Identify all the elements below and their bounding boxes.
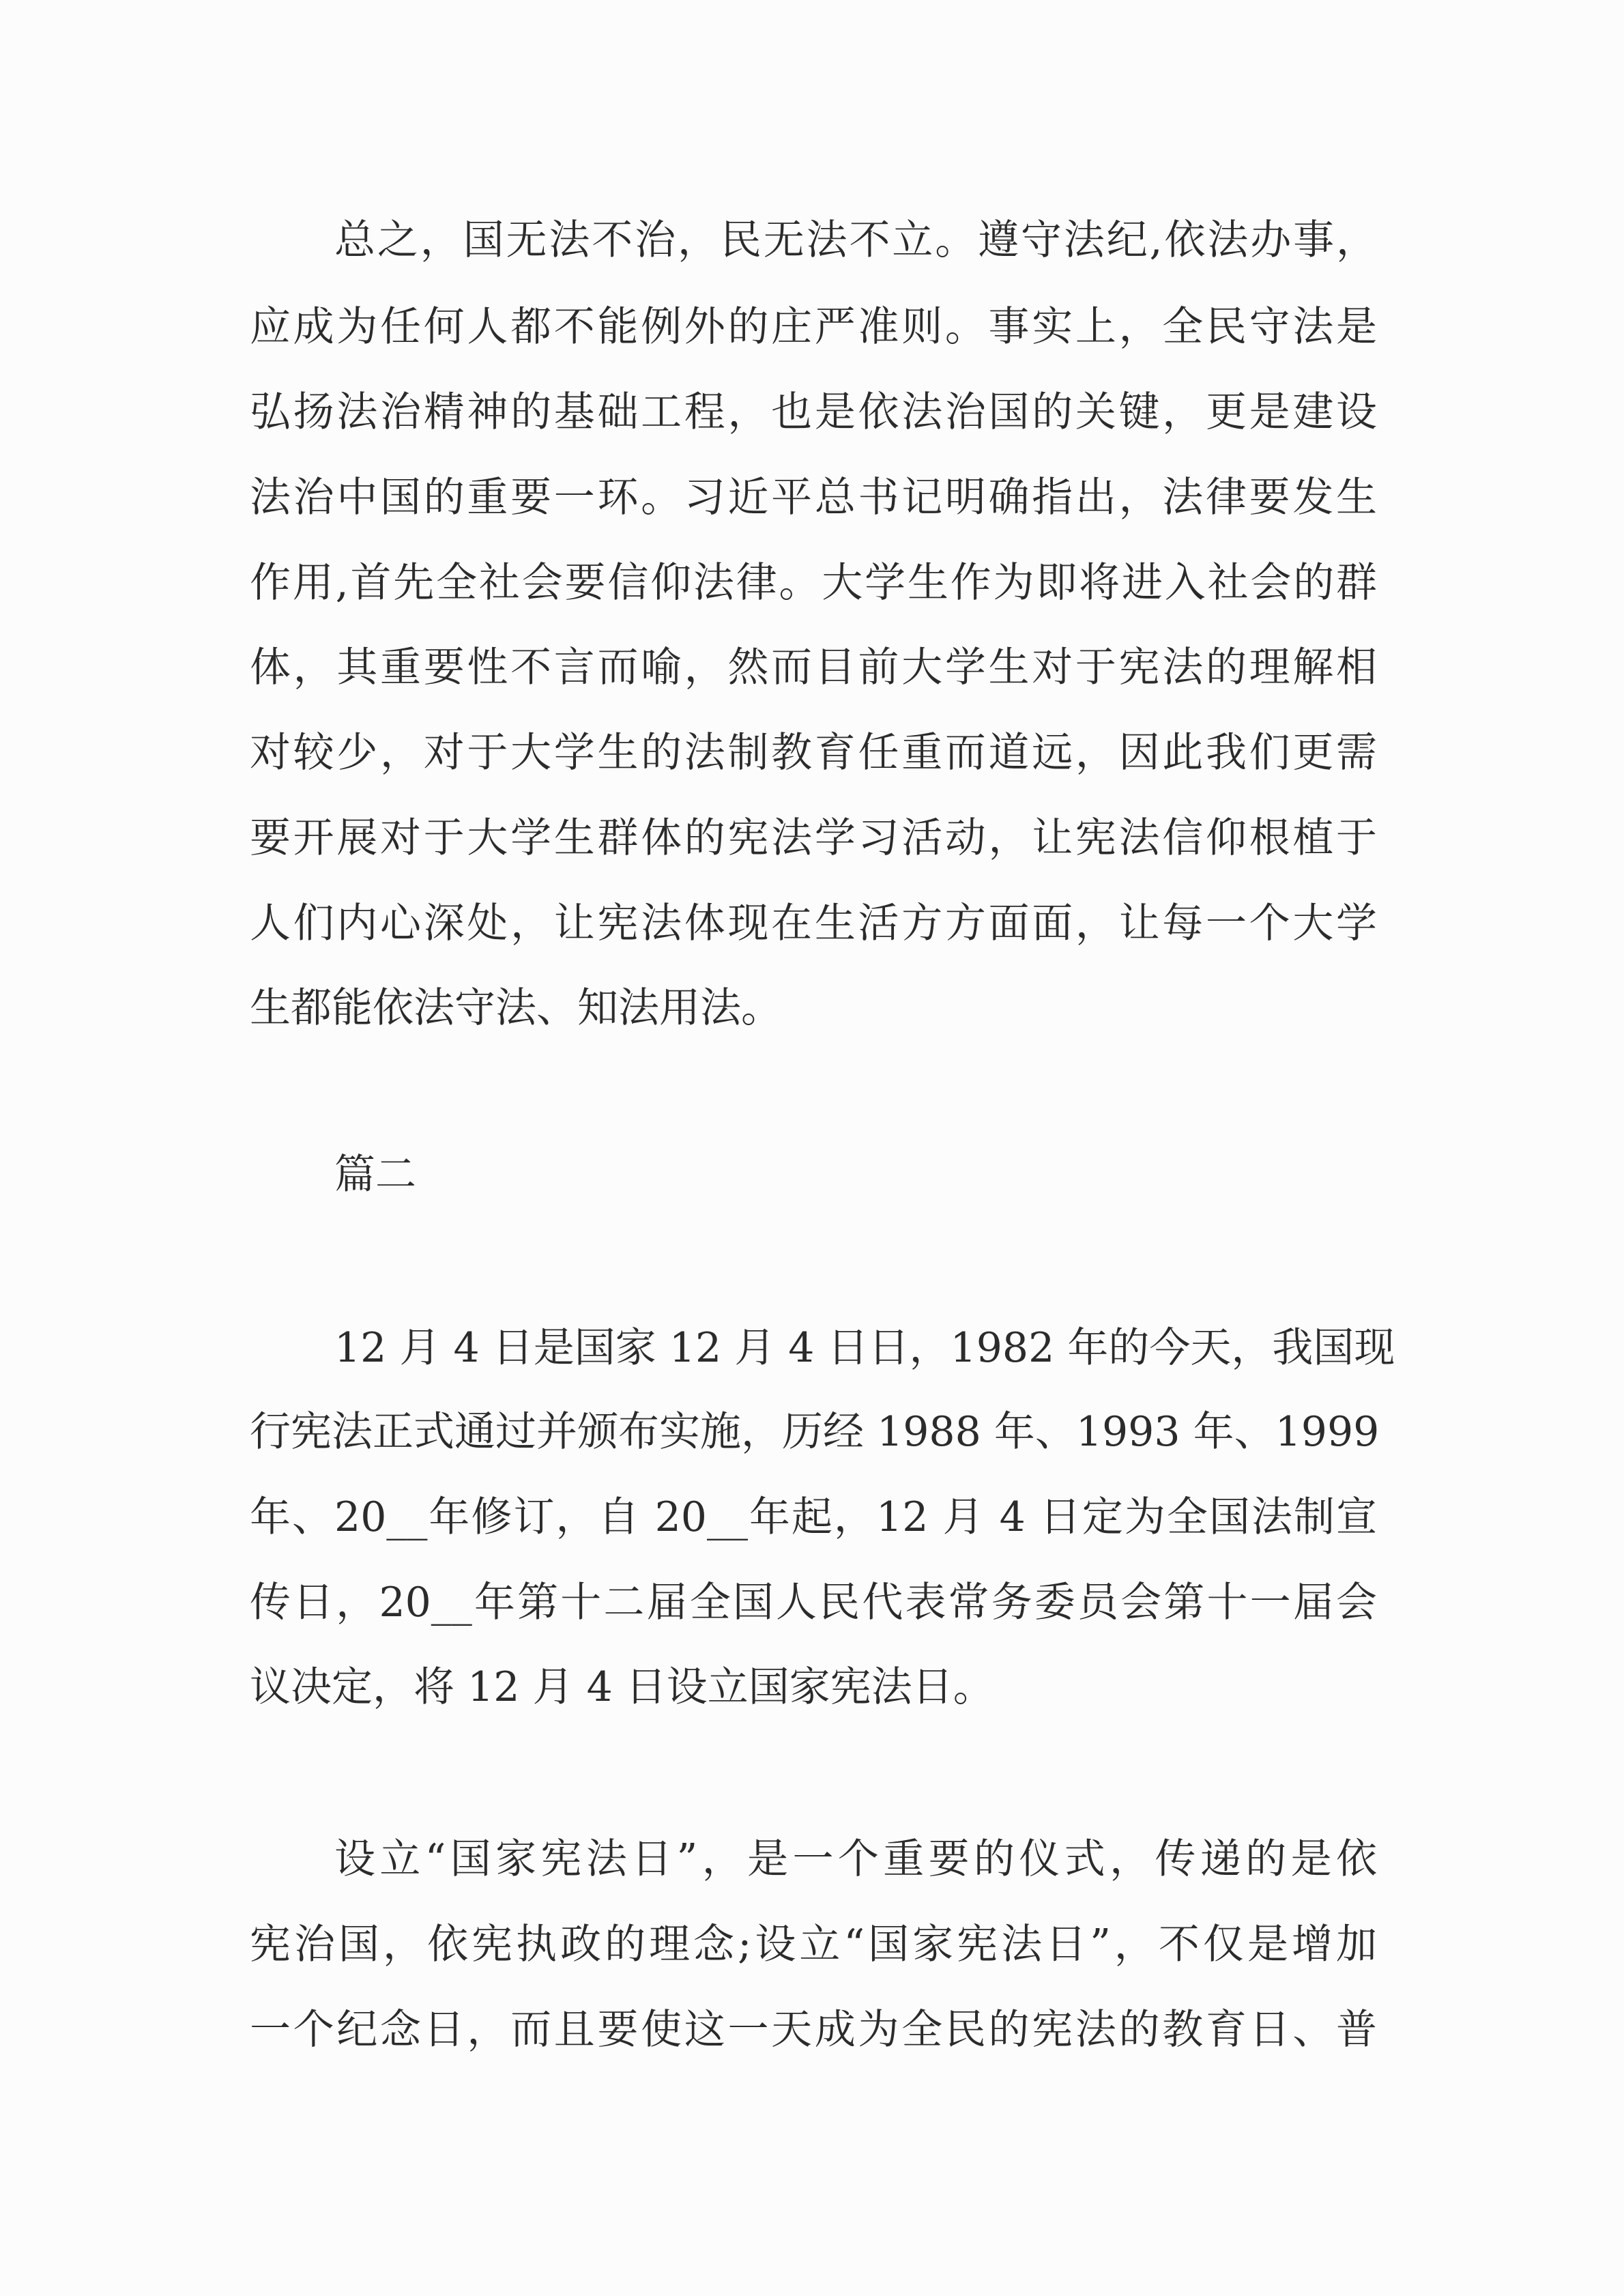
paragraph-1-line-1: 总之，国无法不治，民无法不立。遵守法纪,依法办事， <box>334 216 1377 264</box>
paragraph-2-line-4: 传日，20__年第十二届全国人民代表常务委员会第十一届会 <box>250 1579 1377 1626</box>
paragraph-1-line-2: 应成为任何人都不能例外的庄严准则。事实上，全民守法是 <box>250 303 1377 351</box>
paragraph-2-line-1: 12 月 4 日是国家 12 月 4 日日，1982 年的今天，我国现 <box>334 1324 1395 1372</box>
paragraph-3-line-2: 宪治国，依宪执政的理念;设立“国家宪法日”，不仅是增加 <box>250 1921 1377 1968</box>
section-heading: 篇二 <box>334 1151 416 1199</box>
paragraph-1-line-5: 作用,首先全社会要信仰法律。大学生作为即将进入社会的群 <box>250 559 1377 607</box>
paragraph-1-line-8: 要开展对于大学生群体的宪法学习活动，让宪法信仰根植于 <box>250 814 1377 862</box>
paragraph-2-line-2: 行宪法正式通过并颁布实施，历经 1988 年、1993 年、1999 <box>250 1408 1380 1456</box>
paragraph-1-line-10: 生都能依法守法、知法用法。 <box>250 984 782 1032</box>
paragraph-1-line-6: 体，其重要性不言而喻，然而目前大学生对于宪法的理解相 <box>250 644 1377 691</box>
paragraph-2-line-5: 议决定，将 12 月 4 日设立国家宪法日。 <box>250 1663 994 1711</box>
paragraph-3-line-1: 设立“国家宪法日”，是一个重要的仪式，传递的是依 <box>334 1835 1377 1883</box>
paragraph-1-line-7: 对较少，对于大学生的法制教育任重而道远，因此我们更需 <box>250 729 1377 777</box>
paragraph-1-line-3: 弘扬法治精神的基础工程，也是依法治国的关键，更是建设 <box>250 388 1377 436</box>
paragraph-2-line-3: 年、20__年修订，自 20__年起，12 月 4 日定为全国法制宣 <box>250 1493 1377 1541</box>
paragraph-1-line-4: 法治中国的重要一环。习近平总书记明确指出，法律要发生 <box>250 474 1377 521</box>
paragraph-3-line-3: 一个纪念日，而且要使这一天成为全民的宪法的教育日、普 <box>250 2006 1377 2054</box>
paragraph-1-line-9: 人们内心深处，让宪法体现在生活方方面面，让每一个大学 <box>250 900 1377 947</box>
